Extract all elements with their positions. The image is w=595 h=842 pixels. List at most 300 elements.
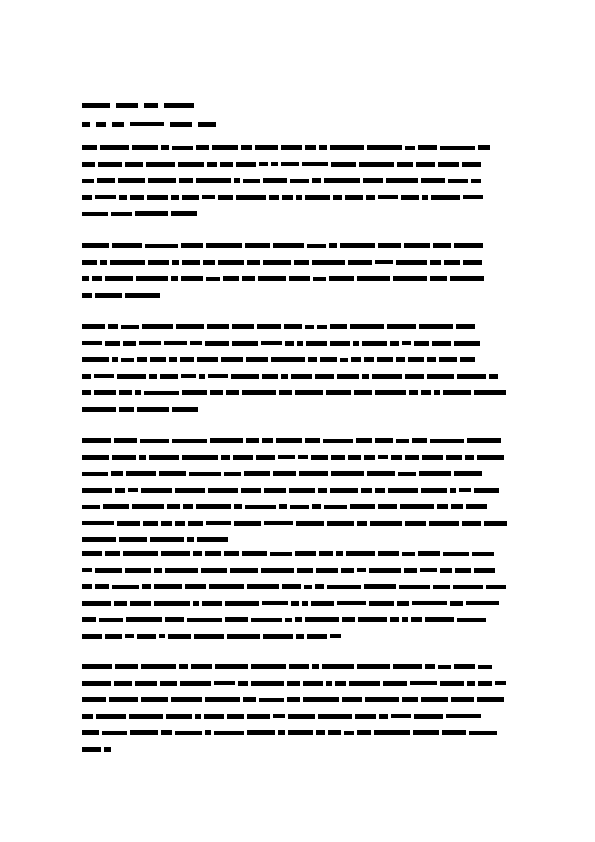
text-word [378, 243, 401, 248]
text-word [146, 162, 175, 167]
text-word [285, 618, 292, 622]
text-word [209, 584, 244, 589]
text-word [105, 276, 133, 281]
text-word [114, 681, 132, 686]
text-word [259, 162, 268, 166]
text-word [129, 714, 163, 719]
text-word [333, 195, 342, 200]
text-word [455, 568, 471, 573]
text-word [82, 438, 111, 443]
text-word [288, 730, 313, 735]
text-word [369, 568, 401, 573]
text-word [210, 390, 223, 395]
text-word [241, 145, 252, 150]
text-word [137, 407, 169, 412]
text-word [340, 358, 348, 362]
text-word [276, 438, 302, 443]
text-word [311, 601, 334, 606]
text-word [172, 407, 198, 412]
text-word [82, 568, 92, 572]
text-word [471, 179, 481, 183]
text-word [425, 617, 454, 622]
text-word [357, 276, 390, 281]
text-word [161, 730, 172, 735]
text-word [126, 617, 162, 622]
text-word [295, 617, 302, 622]
text-word [82, 664, 112, 669]
text-word [82, 634, 102, 639]
text-word [342, 617, 355, 622]
text-word [495, 681, 506, 685]
text-word [383, 681, 407, 686]
text-word [214, 681, 235, 685]
text-word [295, 551, 316, 556]
text-word [440, 568, 452, 573]
text-word [207, 324, 229, 329]
text-word [281, 162, 299, 166]
text-line [82, 582, 512, 591]
text-word [437, 504, 448, 509]
text-word [82, 521, 114, 525]
text-word [193, 601, 199, 606]
text-line [82, 519, 512, 528]
text-word [364, 455, 375, 460]
text-word [144, 103, 158, 108]
text-word [273, 714, 285, 718]
text-word [164, 103, 194, 108]
text-line [82, 745, 512, 754]
text-word [142, 584, 151, 589]
text-word [409, 390, 418, 395]
text-word [446, 455, 462, 460]
text-word [405, 374, 424, 379]
text-word [462, 162, 481, 167]
text-word [430, 260, 441, 265]
text-word [171, 697, 202, 702]
text-word [263, 178, 287, 183]
text-word [247, 714, 270, 719]
text-word [262, 438, 273, 443]
text-word [139, 455, 146, 460]
text-word [378, 455, 388, 459]
text-word [234, 521, 261, 526]
text-word [393, 664, 422, 669]
text-word [202, 601, 222, 606]
text-word [112, 455, 136, 460]
text-word [365, 697, 399, 702]
text-word [450, 276, 484, 281]
text-word [302, 601, 308, 606]
text-word [474, 390, 506, 395]
text-word [110, 260, 145, 265]
text-line [82, 486, 512, 495]
text-word [330, 341, 350, 346]
text-word [95, 195, 116, 199]
text-word [303, 681, 323, 686]
text-word [251, 681, 284, 686]
letter-header [82, 98, 216, 136]
text-word [125, 162, 143, 167]
text-word [187, 537, 194, 542]
text-word [419, 471, 451, 476]
text-word [305, 617, 339, 622]
text-word [161, 551, 190, 556]
text-word [430, 276, 447, 281]
text-word [82, 212, 108, 216]
text-word [330, 488, 358, 493]
text-word [170, 122, 192, 127]
text-word [82, 145, 97, 150]
text-word [172, 260, 179, 265]
text-word [465, 455, 474, 460]
text-word [327, 521, 354, 526]
text-word [296, 195, 302, 200]
text-word [466, 504, 487, 509]
text-word [306, 341, 327, 346]
paragraph-3 [82, 322, 512, 421]
text-word [145, 244, 178, 248]
text-word [289, 488, 315, 493]
text-word [130, 195, 144, 200]
text-word [375, 390, 406, 395]
text-word [307, 634, 327, 639]
text-word [231, 374, 259, 379]
text-word [433, 243, 451, 248]
text-word [148, 178, 176, 183]
text-word [210, 438, 243, 443]
text-word [230, 568, 258, 573]
text-line [82, 209, 512, 218]
text-word [401, 195, 419, 200]
text-word [197, 357, 218, 362]
text-word [378, 551, 399, 556]
text-word [82, 179, 94, 183]
text-word [357, 568, 366, 572]
text-word [431, 195, 460, 200]
text-word [234, 504, 242, 509]
text-word [359, 162, 394, 167]
text-word [444, 260, 460, 265]
text-word [341, 568, 354, 573]
text-word [183, 504, 193, 509]
text-word [100, 260, 107, 265]
text-word [82, 162, 95, 167]
text-word [188, 521, 203, 526]
text-word [418, 551, 440, 556]
text-word [82, 488, 112, 493]
text-word [123, 341, 136, 346]
text-word [316, 568, 338, 573]
text-word [204, 714, 224, 719]
text-word [140, 439, 169, 443]
paragraph-6 [82, 662, 512, 761]
text-word [176, 324, 204, 329]
text-word [261, 568, 294, 573]
text-word [348, 455, 361, 460]
text-word [405, 146, 415, 150]
text-word [224, 472, 241, 476]
text-word [244, 471, 270, 476]
text-word [414, 341, 429, 346]
text-word [171, 211, 197, 216]
text-word [397, 601, 409, 606]
text-word [326, 390, 351, 395]
text-word [125, 293, 160, 298]
text-word [291, 374, 312, 379]
text-line [82, 535, 512, 544]
text-word [305, 145, 316, 150]
text-line [82, 241, 512, 250]
text-word [438, 665, 451, 669]
text-word [472, 552, 494, 556]
text-word [312, 260, 345, 265]
text-word [100, 145, 129, 150]
text-word [169, 357, 177, 362]
text-word [467, 681, 475, 686]
text-word [160, 374, 178, 379]
text-word [201, 568, 227, 573]
text-word [82, 103, 110, 108]
text-word [294, 260, 309, 265]
text-word [346, 551, 375, 556]
text-word [304, 585, 312, 589]
text-word [172, 146, 193, 150]
text-word [422, 195, 428, 200]
text-word [241, 488, 261, 493]
text-word [367, 471, 395, 476]
text-word [135, 681, 157, 686]
text-word [181, 243, 203, 248]
text-word [205, 551, 221, 556]
text-word [421, 697, 448, 702]
text-word [224, 551, 239, 556]
text-word [208, 374, 228, 378]
text-word [82, 324, 105, 329]
text-line [82, 160, 512, 169]
text-word [375, 260, 393, 264]
text-word [242, 390, 276, 395]
text-word [180, 681, 211, 686]
text-word [278, 730, 285, 735]
text-word [290, 505, 309, 509]
text-word [358, 617, 387, 622]
text-word [351, 357, 361, 362]
text-word [105, 341, 120, 346]
text-word [421, 178, 445, 183]
text-word [149, 455, 179, 460]
text-word [114, 438, 137, 443]
text-word [450, 488, 456, 493]
text-word [119, 390, 132, 395]
text-word [316, 730, 325, 735]
text-line [82, 679, 512, 688]
text-word [205, 730, 211, 735]
text-word [82, 195, 92, 200]
text-word [206, 521, 231, 525]
text-word [331, 162, 356, 167]
text-word [105, 551, 120, 556]
text-word [82, 714, 93, 719]
text-word [391, 714, 411, 718]
text-word [126, 471, 156, 476]
text-word [182, 195, 199, 200]
text-word [160, 681, 177, 686]
text-word [305, 195, 330, 200]
text-word [378, 504, 397, 509]
text-word [289, 276, 310, 281]
text-word [363, 178, 383, 183]
text-word [284, 324, 302, 329]
text-line [82, 355, 512, 364]
text-word [232, 324, 254, 329]
text-word [327, 585, 361, 589]
text-word [362, 374, 369, 379]
text-word [290, 179, 309, 183]
text-word [136, 276, 168, 281]
text-word [405, 455, 419, 460]
text-word [246, 438, 259, 443]
text-word [196, 145, 209, 150]
text-word [460, 357, 475, 362]
text-word [236, 162, 256, 167]
text-word [372, 374, 402, 379]
text-word [370, 521, 402, 526]
text-word [185, 584, 206, 589]
text-word [182, 260, 200, 265]
text-word [378, 195, 398, 199]
text-word [199, 374, 205, 379]
text-word [96, 122, 106, 127]
text-word [279, 504, 287, 509]
text-line [82, 695, 512, 704]
text-word [311, 455, 328, 460]
text-word [312, 664, 319, 669]
header-line-2 [82, 117, 216, 131]
text-word [179, 178, 193, 183]
text-word [425, 664, 435, 669]
text-word [443, 552, 469, 556]
text-word [456, 324, 475, 329]
text-word [408, 357, 424, 362]
text-word [92, 276, 102, 281]
text-word [175, 521, 185, 526]
text-word [259, 698, 284, 702]
text-line [82, 143, 512, 152]
text-word [340, 243, 375, 248]
text-word [117, 521, 140, 526]
text-word [434, 390, 440, 395]
text-word [196, 178, 231, 183]
text-word [82, 122, 90, 127]
text-word [149, 374, 157, 379]
text-word [247, 260, 260, 265]
text-word [331, 471, 364, 476]
text-word [474, 568, 495, 573]
text-word [114, 601, 127, 606]
text-line [82, 599, 512, 608]
text-line [82, 502, 512, 511]
text-word [243, 697, 256, 702]
text-word [178, 162, 204, 167]
text-word [279, 390, 292, 395]
text-word [227, 714, 244, 719]
text-line [82, 291, 512, 300]
text-word [297, 341, 303, 346]
text-line [82, 632, 512, 641]
text-word [312, 504, 321, 509]
text-word [270, 552, 292, 556]
text-word [108, 324, 118, 329]
text-word [442, 730, 466, 735]
text-word [164, 341, 187, 345]
text-word [82, 697, 106, 702]
text-word [226, 390, 239, 395]
text-word [221, 455, 230, 460]
header-line-1 [82, 98, 216, 112]
text-word [96, 714, 126, 719]
text-line [82, 176, 512, 185]
text-word [161, 521, 172, 526]
text-word [181, 276, 203, 281]
text-word [397, 162, 413, 167]
text-word [315, 374, 334, 379]
text-word [440, 681, 464, 686]
text-word [132, 145, 158, 150]
text-word [167, 504, 180, 509]
text-word [82, 374, 91, 379]
text-word [345, 195, 363, 200]
text-word [142, 324, 173, 329]
text-word [154, 568, 162, 573]
text-word [402, 697, 418, 702]
text-line [82, 388, 512, 397]
text-line [82, 258, 512, 267]
text-word [257, 324, 281, 329]
text-word [386, 178, 418, 183]
text-word [318, 714, 352, 719]
text-word [175, 731, 202, 735]
text-word [111, 471, 123, 476]
text-word [82, 537, 116, 542]
text-word [478, 145, 490, 150]
text-word [296, 521, 324, 526]
text-word [208, 488, 238, 493]
text-word [410, 681, 437, 685]
text-word [322, 664, 354, 669]
text-word [94, 390, 116, 395]
text-word [350, 504, 375, 509]
text-word [400, 504, 434, 509]
text-word [205, 341, 229, 346]
text-word [404, 568, 417, 573]
text-word [218, 260, 244, 265]
text-word [405, 521, 426, 526]
text-line [82, 728, 512, 737]
text-word [344, 731, 354, 735]
text-word [296, 634, 304, 639]
text-word [171, 195, 179, 200]
text-word [328, 730, 341, 735]
text-word [218, 195, 233, 200]
text-word [103, 504, 129, 509]
text-word [451, 697, 474, 702]
text-word [255, 145, 278, 150]
text-word [353, 341, 359, 346]
text-word [312, 178, 321, 183]
text-word [438, 162, 459, 167]
text-word [82, 276, 89, 281]
text-word [422, 455, 443, 460]
